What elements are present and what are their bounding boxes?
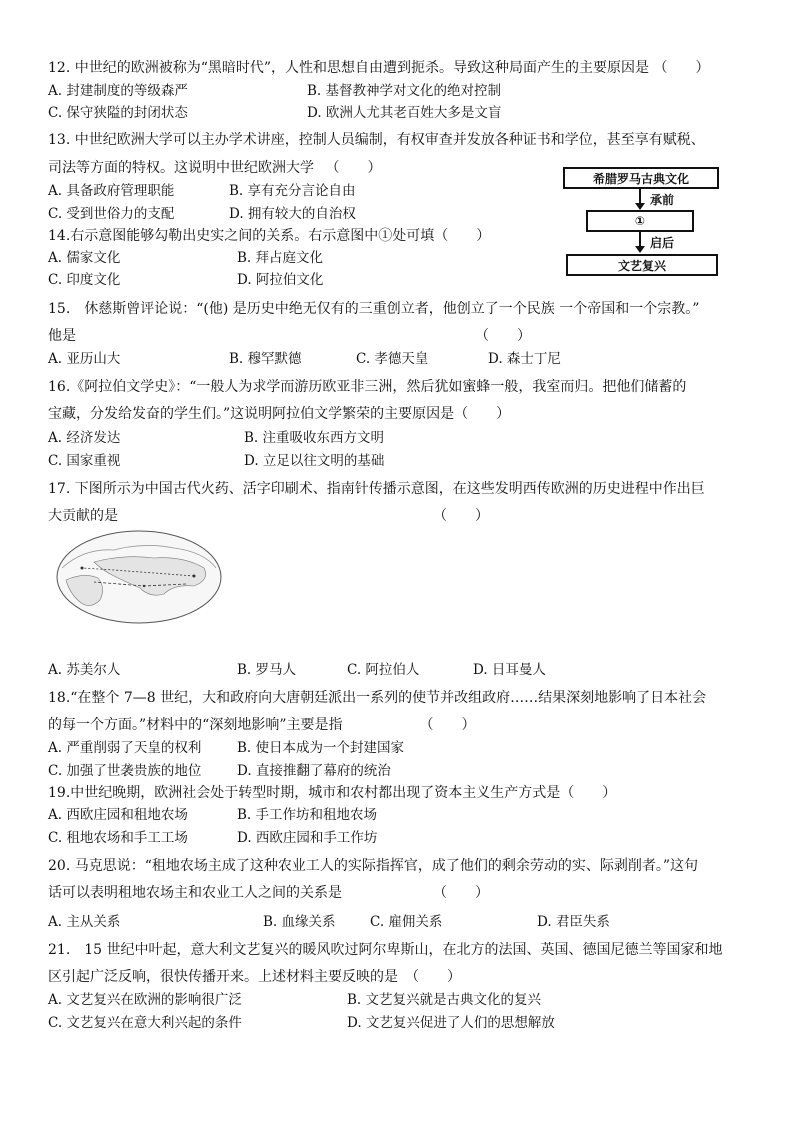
q14-option-c: C. 印度文化 <box>48 272 121 288</box>
q20-option-a: A. 主从关系 <box>48 914 121 930</box>
q13-option-d: D. 拥有较大的自治权 <box>229 206 356 222</box>
q16-option-c: C. 国家重视 <box>48 453 121 469</box>
arrow-label-inspire: 启后 <box>650 236 675 250</box>
q12-option-d: D. 欧洲人尤其老百姓大多是文盲 <box>307 105 502 121</box>
q18-stem-line2: 的每一个方面。”材料中的“深刻地影响”主要是指 （ ） <box>48 717 476 733</box>
q19-option-a: A. 西欧庄园和租地农场 <box>48 807 188 823</box>
arrow-down-icon <box>635 246 645 253</box>
q15-option-a: A. 亚历山大 <box>48 351 121 367</box>
q21-option-a: A. 文艺复兴在欧洲的影响很广泛 <box>48 992 242 1008</box>
q14-stem: 14.右示意图能够勾勒出史实之间的关系。右示意图中①处可填（ ） <box>48 228 491 244</box>
q13-option-a: A. 具备政府管理职能 <box>48 183 175 199</box>
q17-option-a: A. 苏美尔人 <box>48 662 121 678</box>
q21-option-c: C. 文艺复兴在意大利兴起的条件 <box>48 1015 242 1031</box>
q20-option-c: C. 雇佣关系 <box>370 914 443 930</box>
arrow-label-inherit: 承前 <box>650 193 675 207</box>
q20-option-d: D. 君臣失系 <box>537 914 610 930</box>
q19-option-b: B. 手工作坊和租地农场 <box>237 807 378 823</box>
diagram-box-renaissance: 文艺复兴 <box>566 254 718 276</box>
q12-stem: 12. 中世纪的欧洲被称为“黑暗时代”，人性和思想自由遭到扼杀。导致这种局面产生的主要原因是 （ ） <box>48 60 710 76</box>
q16-option-a: A. 经济发达 <box>48 430 121 446</box>
q17-option-b: B. 罗马人 <box>237 662 297 678</box>
q17-stem-line2: 大贡献的是 （ ） <box>48 508 489 524</box>
diagram-box-classical: 希腊罗马古典文化 <box>563 167 719 189</box>
q21-option-d: D. 文艺复兴促进了人们的思想解放 <box>347 1015 555 1031</box>
q18-option-c: C. 加强了世袭贵族的地位 <box>48 763 202 779</box>
q17-option-d: D. 日耳曼人 <box>473 662 546 678</box>
q13-option-c: C. 受到世俗力的支配 <box>48 206 175 222</box>
q15-option-b: B. 穆罕默德 <box>229 351 302 367</box>
q18-option-b: B. 使日本成为一个封建国家 <box>237 740 405 756</box>
q14-option-a: A. 儒家文化 <box>48 250 121 266</box>
q13-stem-line2: 司法等方面的特权。这说明中世纪欧洲大学 （ ） <box>48 160 382 176</box>
q19-stem: 19.中世纪晚期，欧洲社会处于转型时期，城市和农村都出现了资本主义生产方式是（ ） <box>48 785 617 801</box>
q12-option-a: A. 封建制度的等级森严 <box>48 83 188 99</box>
q15-stem-line2: 他是 （ ） <box>48 328 531 344</box>
q21-stem-line1: 21. 15 世纪中叶起，意大利文艺复兴的暖风吹过阿尔卑斯山，在北方的法国、英国、德国尼德兰等国家和地 <box>48 942 723 958</box>
q12-option-b: B. 基督教神学对文化的绝对控制 <box>307 83 502 99</box>
q20-stem-line2: 话可以表明租地农场主和农业工人之间的关系是 （ ） <box>48 885 489 901</box>
q21-stem-line2: 区引起广泛反响，很快传播开来。上述材料主要反映的是 （ ） <box>48 969 461 985</box>
q13-stem-line1: 13. 中世纪欧洲大学可以主办学术讲座，控制人员编制，有权审查并发放各种证书和学位，甚至享有赋税、 <box>48 132 705 148</box>
q20-option-b: B. 血缘关系 <box>263 914 336 930</box>
q20-stem-line1: 20. 马克思说：“租地农场主成了这种农业工人的实际指挥官，成了他们的剩余劳动的实、际剥削者。”这句 <box>48 858 699 874</box>
q12-option-c: C. 保守狭隘的封闭状态 <box>48 105 188 121</box>
arrow-line-2 <box>639 232 641 247</box>
arrow-line-1 <box>639 189 641 204</box>
q21-option-b: B. 文艺复兴就是古典文化的复兴 <box>347 992 542 1008</box>
arrow-down-icon <box>635 203 645 210</box>
diagram-box-blank: ① <box>586 210 694 232</box>
q19-option-c: C. 租地农场和手工工场 <box>48 830 188 846</box>
q15-stem-line1: 15. 休慈斯曾评论说：“(他) 是历史中绝无仅有的三重创立者，他创立了一个民族 一个帝国和一个宗教。” <box>48 301 700 317</box>
q18-option-d: D. 直接推翻了幕府的统治 <box>237 763 391 779</box>
q16-option-d: D. 立足以往文明的基础 <box>244 453 385 469</box>
q13-option-b: B. 享有充分言论自由 <box>229 183 356 199</box>
q16-stem-line2: 宝藏，分发给发奋的学生们。”这说明阿拉伯文学繁荣的主要原因是（ ） <box>48 406 511 422</box>
q14-option-d: D. 阿拉伯文化 <box>237 272 324 288</box>
transmission-map-image <box>54 528 224 626</box>
q18-stem-line1: 18.“在整个 7—8 世纪，大和政府向大唐朝廷派出一系列的使节并改组政府……结果深刻地影响了日本社会 <box>48 690 707 706</box>
q16-stem-line1: 16.《阿拉伯文学史》：“一般人为求学而游历欧亚非三洲，然后犹如蜜蜂一般，我室而归。把他们储蓄的 <box>48 379 687 395</box>
q18-option-a: A. 严重削弱了天皇的权利 <box>48 740 202 756</box>
q17-stem-line1: 17. 下图所示为中国古代火药、活字印刷术、指南针传播示意图，在这些发明西传欧洲的历史进程中作出巨 <box>48 481 705 497</box>
q15-option-d: D. 森士丁尼 <box>488 351 561 367</box>
q17-option-c: C. 阿拉伯人 <box>347 662 420 678</box>
q16-option-b: B. 注重吸收东西方文明 <box>244 430 385 446</box>
q14-option-b: B. 拜占庭文化 <box>237 250 324 266</box>
q15-option-c: C. 孝德天皇 <box>356 351 429 367</box>
q19-option-d: D. 西欧庄园和手工作坊 <box>237 830 378 846</box>
